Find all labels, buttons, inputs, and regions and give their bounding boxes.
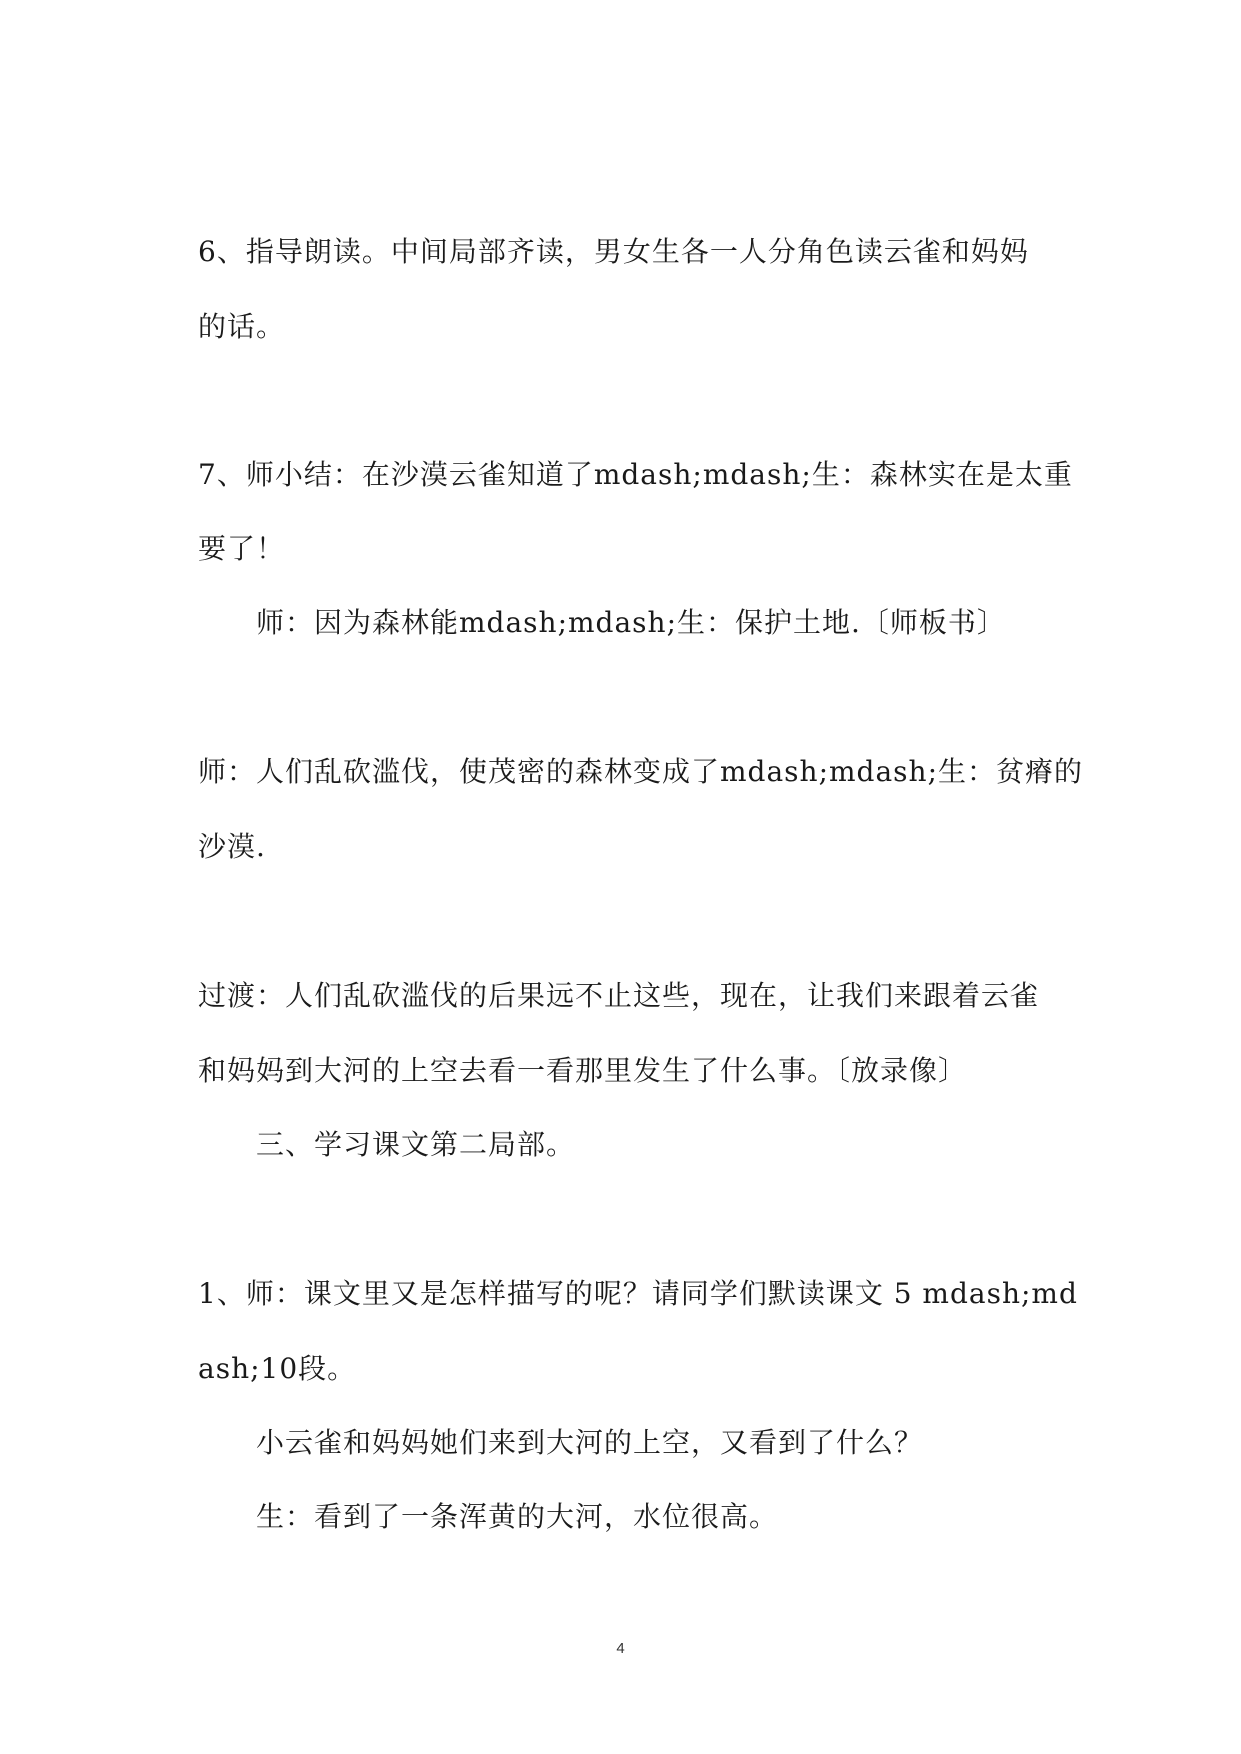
paragraph-line: 生：看到了一条浑黄的大河，水位很高。: [256, 1500, 779, 1533]
paragraph-line: 小云雀和妈妈她们来到大河的上空，又看到了什么？: [256, 1426, 924, 1459]
page-number: 4: [616, 1640, 625, 1657]
paragraph-line: 沙漠.: [198, 830, 266, 863]
paragraph-line: 师：人们乱砍滥伐，使茂密的森林变成了mdash;mdash;生：贫瘠的: [198, 755, 1084, 788]
paragraph-line: 师：因为森林能mdash;mdash;生：保护土地.〔师板书〕: [256, 606, 1006, 639]
paragraph-line: 7、师小结：在沙漠云雀知道了mdash;mdash;生：森林实在是太重: [198, 458, 1073, 491]
paragraph-line: 要了！: [198, 532, 286, 565]
paragraph-line: ash;10段。: [198, 1352, 357, 1385]
paragraph-line: 1、师：课文里又是怎样描写的呢？请同学们默读课文 5 mdash;md: [198, 1277, 1078, 1310]
paragraph-line: 和妈妈到大河的上空去看一看那里发生了什么事。〔放录像〕: [198, 1054, 968, 1087]
paragraph-line: 6、指导朗读。中间局部齐读，男女生各一人分角色读云雀和妈妈: [198, 235, 1029, 268]
section-heading: 三、学习课文第二局部。: [256, 1128, 576, 1161]
paragraph-line: 过渡：人们乱砍滥伐的后果远不止这些，现在，让我们来跟着云雀: [198, 979, 1040, 1012]
paragraph-line: 的话。: [198, 310, 286, 343]
